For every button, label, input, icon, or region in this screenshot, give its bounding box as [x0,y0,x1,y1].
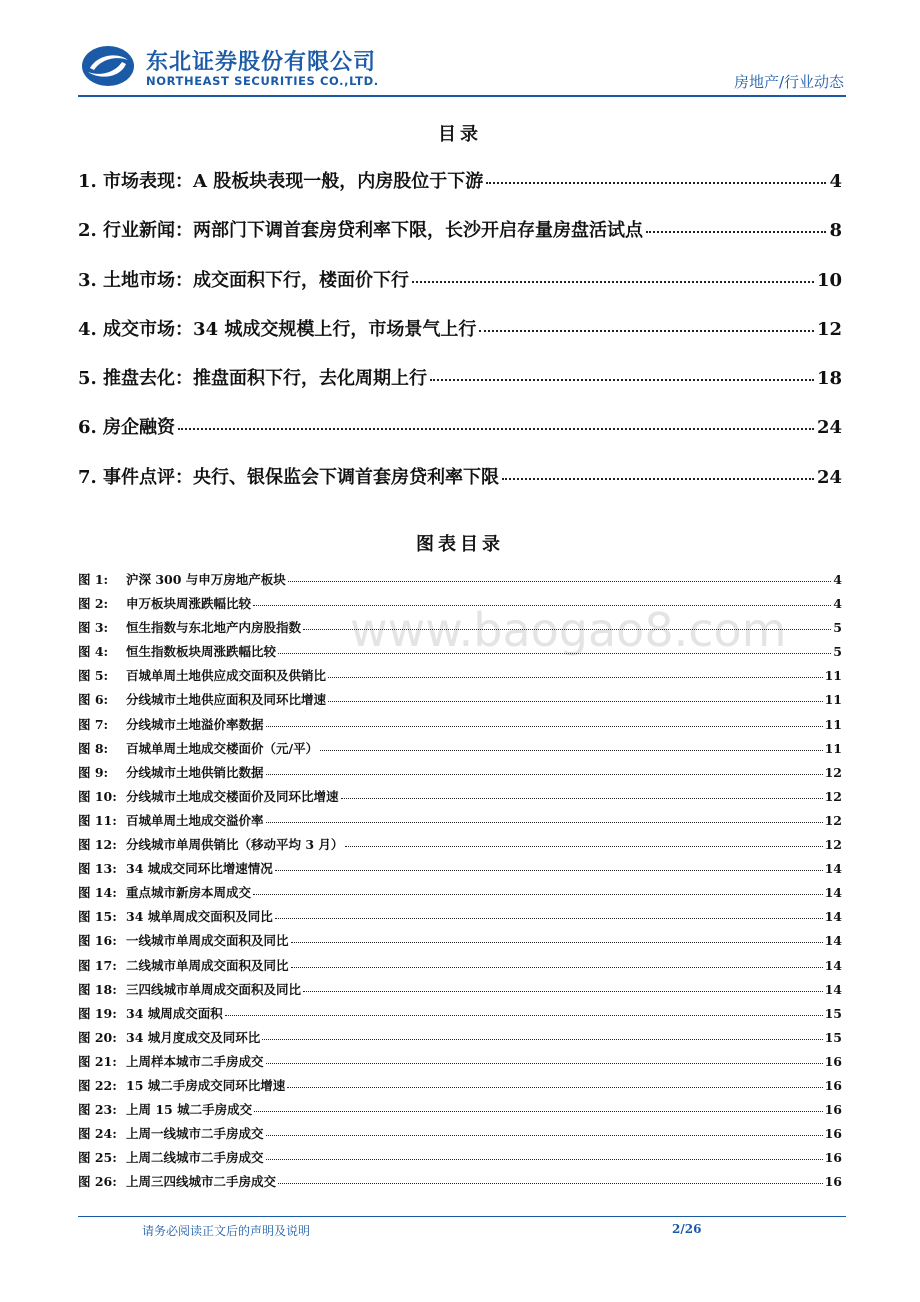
footer-divider [78,1216,846,1217]
figure-entry[interactable] [78,1124,842,1148]
figure-page: 14 [824,933,842,949]
figure-caption: 34 城成交同环比增速情况 [126,861,273,877]
dot-leader [430,379,814,381]
dot-leader [486,182,826,184]
figure-page: 16 [824,1150,842,1166]
toc-entry-text: 2. 行业新闻：两部门下调首套房贷利率下限，长沙开启存量房盘活试点 [78,220,644,242]
figure-label: 图 3: [78,620,109,636]
dot-leader [275,870,823,871]
figure-label: 图 15: [78,909,117,925]
figure-label: 图 11: [78,812,117,828]
dot-leader [328,677,823,678]
figure-page: 11 [824,740,842,756]
toc-entry-page: 8 [829,220,842,242]
report-category: 房地产/行业动态 [733,73,844,91]
figure-page: 5 [833,644,842,660]
dot-leader [412,281,814,283]
figure-caption: 上周 15 城二手房成交 [126,1102,253,1118]
figure-page: 4 [833,572,842,587]
dot-leader [266,726,823,727]
figure-caption: 恒生指数板块周涨跌幅比较 [126,644,277,660]
figure-label: 图 20: [78,1029,117,1045]
figure-page: 14 [824,861,842,877]
toc-entry[interactable] [78,413,842,462]
toc-entry-page: 4 [829,171,842,192]
figure-entry[interactable] [78,570,842,594]
figure-entry[interactable] [78,835,842,859]
figure-entry[interactable] [78,642,842,666]
dot-leader [266,774,823,775]
dot-leader [278,653,831,654]
figure-page: 11 [824,716,842,732]
figure-page: 12 [824,788,842,804]
toc-entry[interactable] [78,266,842,315]
dot-leader [253,894,823,895]
figure-label: 图 14: [78,885,117,901]
figure-entry[interactable] [78,811,842,835]
figure-caption: 上周样本城市二手房成交 [126,1053,264,1069]
figure-entry[interactable] [78,594,842,618]
figure-page: 14 [824,957,842,973]
watermark-text: www.baogao8.com [350,603,787,657]
company-logo-icon [80,44,136,88]
toc-entry[interactable] [78,167,842,216]
figure-caption: 百城单周土地供应成交面积及供销比 [126,668,327,684]
figure-entry[interactable] [78,1028,842,1052]
figure-page: 12 [824,764,842,780]
figure-label: 图 22: [78,1077,117,1093]
figure-label: 图 21: [78,1053,117,1069]
toc-entry-page: 24 [816,466,842,488]
figure-entry[interactable] [78,1076,842,1100]
figure-caption: 15 城二手房成交同环比增速 [126,1077,286,1093]
page-number: 2/26 [672,1222,702,1236]
dot-leader [502,478,814,480]
figure-page: 14 [824,885,842,901]
figure-entry[interactable] [78,763,842,787]
figure-entry[interactable] [78,1052,842,1076]
dot-leader [266,1159,823,1160]
figure-caption: 34 城单周成交面积及同比 [126,909,273,925]
figure-label: 图 9: [78,764,109,780]
figure-entry[interactable] [78,956,842,980]
figure-label: 图 12: [78,837,117,853]
header-divider [78,95,846,97]
dot-leader [288,581,832,582]
figure-page: 14 [824,909,842,925]
figure-caption: 上周二线城市二手房成交 [126,1150,264,1166]
figure-page: 15 [824,1029,842,1045]
figure-caption: 分线城市土地溢价率数据 [126,716,264,732]
dot-leader [254,1111,822,1112]
dot-leader [278,1183,823,1184]
figure-page: 12 [824,837,842,853]
dot-leader [479,330,814,332]
toc-entry-page: 12 [816,318,842,340]
figure-entry[interactable] [78,787,842,811]
figure-caption: 申万板块周涨跌幅比较 [126,596,252,612]
dot-leader [345,846,822,847]
figure-label: 图 6: [78,692,109,708]
figure-label: 图 19: [78,1005,117,1021]
figure-caption: 上周一线城市二手房成交 [126,1126,264,1142]
figure-caption: 百城单周土地成交溢价率 [126,812,264,828]
toc-entry-text: 1. 市场表现：A 股板块表现一般，内房股位于下游 [78,171,484,192]
figure-page: 11 [824,692,842,708]
toc-entry-page: 10 [816,269,842,291]
dot-leader [266,1135,823,1136]
toc-list [78,167,842,512]
figure-label: 图 8: [78,740,109,756]
figure-label: 图 13: [78,861,117,877]
figure-entry[interactable] [78,1004,842,1028]
figure-caption: 一线城市单周成交面积及同比 [126,933,289,949]
dot-leader [262,1039,822,1040]
figure-caption: 三四线城市单周成交面积及同比 [126,981,302,997]
figure-label: 图 7: [78,716,109,732]
figure-entry[interactable] [78,666,842,690]
figure-caption: 分线城市土地供销比数据 [126,764,264,780]
figure-caption: 分线城市土地成交楼面价及同环比增速 [126,788,339,804]
figure-page: 16 [824,1174,842,1190]
dot-leader [341,798,823,799]
dot-leader [303,629,831,630]
figure-page: 15 [824,1005,842,1021]
figure-entry[interactable] [78,739,842,763]
figure-caption: 34 城月度成交及同环比 [126,1029,261,1045]
figure-label: 图 18: [78,981,117,997]
dot-leader [328,701,823,702]
toc-entry[interactable] [78,364,842,413]
figure-caption: 沪深 300 与申万房地产板块 [126,572,286,587]
figure-label: 图 4: [78,644,109,660]
figure-label: 图 23: [78,1102,117,1118]
figure-page: 16 [824,1126,842,1142]
toc-entry-text: 5. 推盘去化：推盘面积下行，去化周期上行 [78,368,428,390]
figure-page: 16 [824,1053,842,1069]
company-name-cn: 东北证券股份有限公司 [146,50,377,75]
figure-label: 图 1: [78,572,109,587]
figure-list [78,570,842,1196]
toc-entry[interactable] [78,315,842,364]
figure-entry[interactable] [78,1172,842,1196]
figure-entry[interactable] [78,907,842,931]
dot-leader [253,605,831,606]
figure-label: 图 2: [78,596,109,612]
figure-page: 16 [824,1102,842,1118]
figure-page: 4 [833,596,842,612]
figure-page: 11 [824,668,842,684]
figure-label: 图 10: [78,788,117,804]
toc-entry-page: 24 [816,417,842,439]
toc-entry[interactable] [78,463,842,512]
figure-entry[interactable] [78,883,842,907]
figure-caption: 34 城周成交面积 [126,1005,223,1021]
toc-title: 目录 [438,124,482,145]
figure-entry[interactable] [78,859,842,883]
figure-entry[interactable] [78,618,842,642]
dot-leader [178,428,814,430]
figure-page: 5 [833,620,842,636]
figure-label: 图 25: [78,1150,117,1166]
page-header [0,0,920,100]
toc-entry-text: 3. 土地市场：成交面积下行，楼面价下行 [78,269,410,291]
figure-entry[interactable] [78,931,842,955]
toc-entry[interactable] [78,216,842,265]
dot-leader [303,991,823,992]
dot-leader [646,231,826,233]
figure-page: 16 [824,1077,842,1093]
figure-entry[interactable] [78,690,842,714]
figure-label: 图 16: [78,933,117,949]
toc-entry-text: 6. 房企融资 [78,417,176,439]
figure-entry[interactable] [78,1148,842,1172]
figure-caption: 恒生指数与东北地产内房股指数 [126,620,302,636]
dot-leader [275,918,823,919]
toc-entry-page: 18 [816,368,842,390]
figure-entry[interactable] [78,980,842,1004]
figure-caption: 分线城市土地供应面积及同环比增速 [126,692,327,708]
company-name-en: NORTHEAST SECURITIES CO.,LTD. [146,74,379,88]
figure-page: 12 [824,812,842,828]
figure-caption: 上周三四线城市二手房成交 [126,1174,277,1190]
figure-label: 图 26: [78,1174,117,1190]
footer-disclaimer: 请务必阅读正文后的声明及说明 [142,1224,311,1238]
dot-leader [291,942,823,943]
figure-label: 图 17: [78,957,117,973]
toc-entry-text: 4. 成交市场：34 城成交规模上行，市场景气上行 [78,318,477,340]
figure-caption: 二线城市单周成交面积及同比 [126,957,289,973]
figure-label: 图 24: [78,1126,117,1142]
dot-leader [225,1015,823,1016]
toc-entry-text: 7. 事件点评：央行、银保监会下调首套房贷利率下限 [78,466,500,488]
dot-leader [320,750,823,751]
figure-caption: 百城单周土地成交楼面价（元/平） [126,740,319,756]
figure-caption: 分线城市单周供销比（移动平均 3 月） [126,837,344,853]
dot-leader [287,1087,822,1088]
dot-leader [291,967,823,968]
figure-entry[interactable] [78,715,842,739]
figure-entry[interactable] [78,1100,842,1124]
dot-leader [266,822,823,823]
figure-page: 14 [824,981,842,997]
figure-list-title: 图表目录 [416,534,504,555]
figure-caption: 重点城市新房本周成交 [126,885,252,901]
figure-label: 图 5: [78,668,109,684]
dot-leader [266,1063,823,1064]
